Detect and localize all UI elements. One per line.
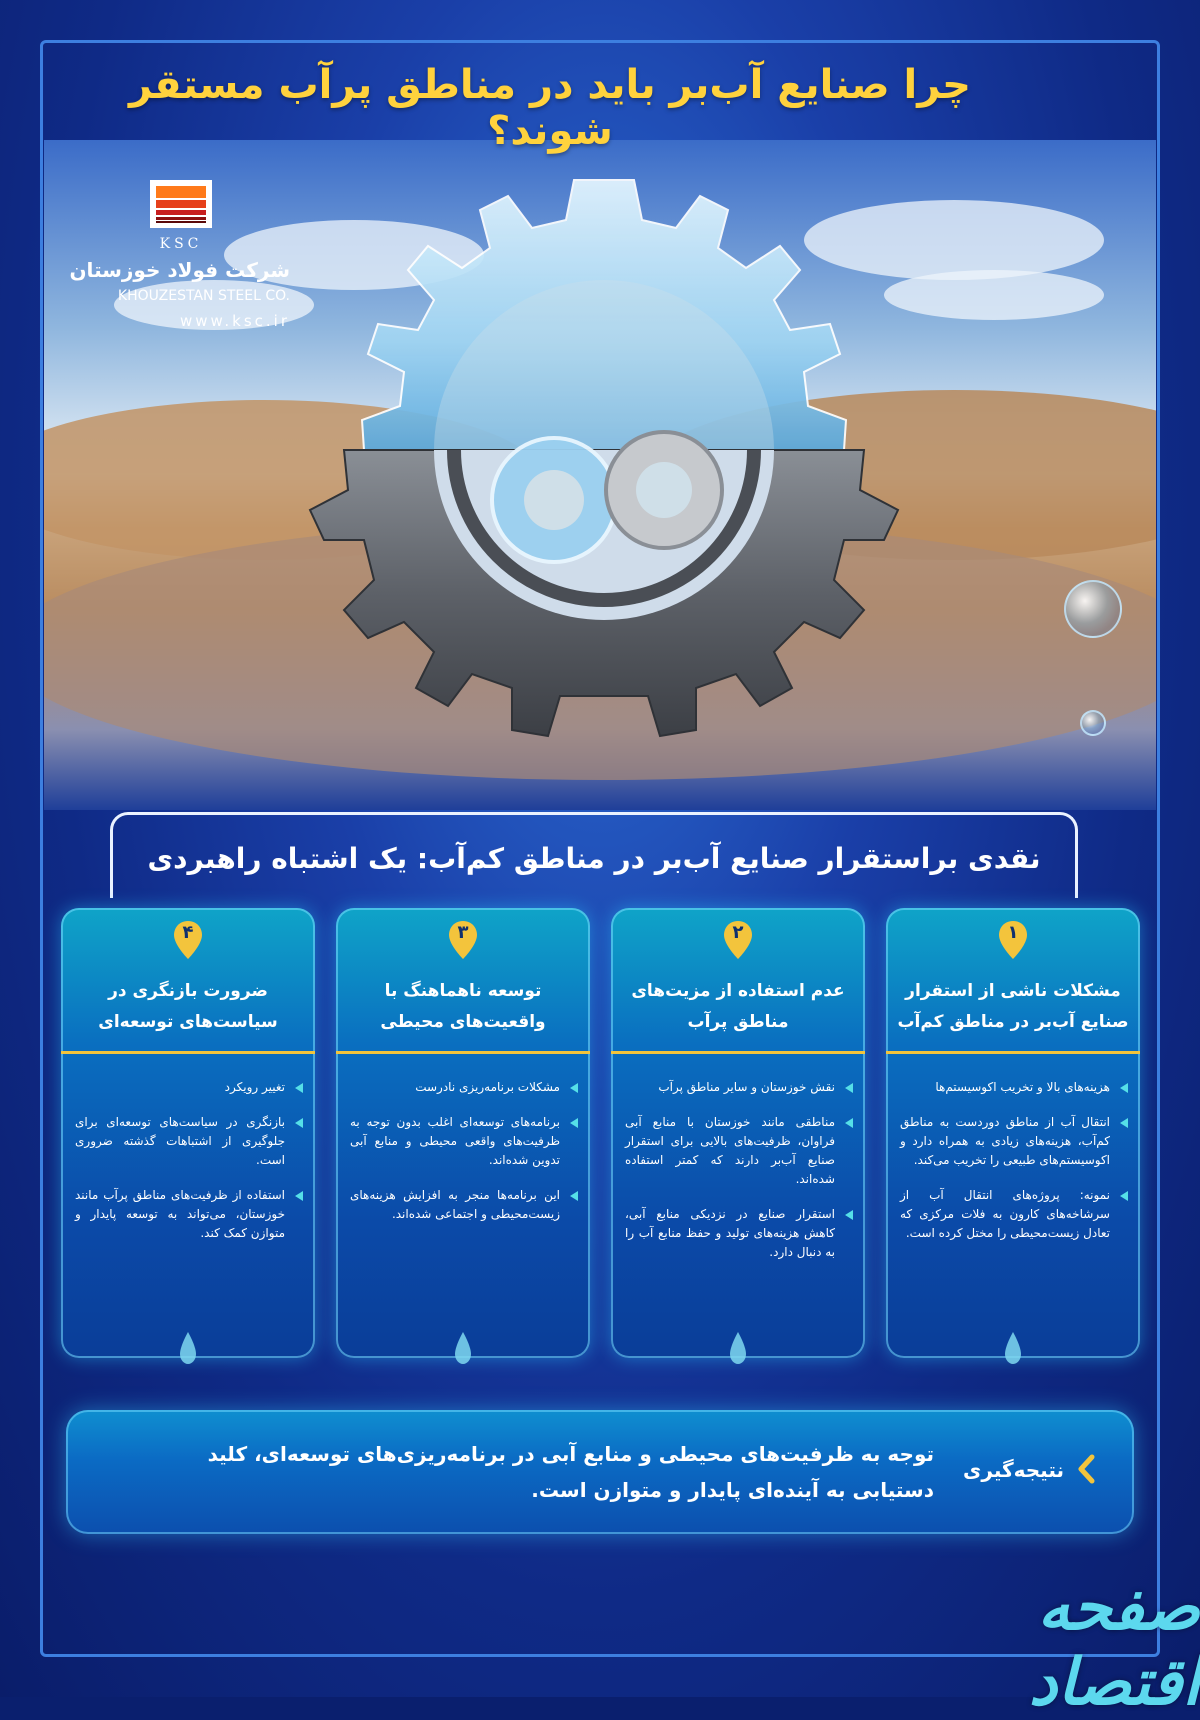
card-title: ضرورت بازنگری در سیاست‌های توسعه‌ای bbox=[98, 981, 278, 1032]
list-item: مناطقی مانند خوزستان با منابع آبی فراوان، ظرفیت‌های بالایی برای استقرار صنایع آب‌بر دارند که کمتر استفاده شده‌اند. bbox=[625, 1113, 853, 1189]
card-2 bbox=[611, 908, 865, 1358]
card-number: ۴ bbox=[182, 922, 194, 943]
water-drop-icon bbox=[453, 1332, 473, 1366]
list-item: استقرار صنایع در نزدیکی منابع آبی، کاهش هزینه‌های تولید و حفظ منابع آب را به دنبال دارد. bbox=[625, 1205, 853, 1262]
list-item: نمونه: پروژه‌های انتقال آب از سرشاخه‌های کارون به فلات مرکزی که تعادل زیست‌محیطی را مختل کرده است. bbox=[900, 1186, 1128, 1243]
logo-abbreviation: KSC bbox=[159, 236, 203, 252]
watermark-logo: صفحه اقتصاد bbox=[1028, 1570, 1200, 1720]
card-item-list bbox=[625, 1078, 853, 1278]
list-item: انتقال آب از مناطق دوردست به مناطق کم‌آب، هزینه‌های زیادی به همراه دارد و اکوسیستم‌های طبیعی را تخریب می‌کند. bbox=[900, 1113, 1128, 1170]
conclusion-label: نتیجه‌گیری bbox=[963, 1458, 1064, 1482]
card-1 bbox=[886, 908, 1140, 1358]
conclusion-box bbox=[66, 1410, 1134, 1534]
card-item-list bbox=[900, 1078, 1128, 1259]
ksc-logo-icon bbox=[150, 180, 212, 228]
card-3 bbox=[336, 908, 590, 1358]
list-item: هزینه‌های بالا و تخریب اکوسیستم‌ها bbox=[900, 1078, 1128, 1097]
chevron-left-icon bbox=[1076, 1454, 1098, 1484]
card-separator bbox=[336, 1051, 590, 1054]
list-item: تغییر رویکرد bbox=[75, 1078, 303, 1097]
conclusion-text: توجه به ظرفیت‌های محیطی و منابع آبی در برنامه‌ریزی‌های توسعه‌ای، کلید دستیابی به آینده‌ای پایدار و متوازن است. bbox=[207, 1442, 934, 1502]
card-number: ۳ bbox=[457, 922, 469, 943]
card-separator bbox=[611, 1051, 865, 1054]
list-item: استفاده از ظرفیت‌های مناطق پرآب مانند خوزستان، می‌تواند به توسعه پایدار و متوازن کمک کند. bbox=[75, 1186, 303, 1243]
water-drop-icon bbox=[1003, 1332, 1023, 1366]
card-4 bbox=[61, 908, 315, 1358]
water-drop-icon bbox=[178, 1332, 198, 1366]
water-drop-icon bbox=[728, 1332, 748, 1366]
water-steel-gear-icon bbox=[304, 160, 904, 770]
card-item-list bbox=[350, 1078, 578, 1240]
list-item: این برنامه‌ها منجر به افزایش هزینه‌های زیست‌محیطی و اجتماعی شده‌اند. bbox=[350, 1186, 578, 1224]
cloud bbox=[884, 270, 1104, 320]
critique-title: نقدی براستقرار صنایع آب‌بر در مناطق کم‌آب: یک اشتباه راهبردی bbox=[147, 842, 1041, 875]
list-item: بازنگری در سیاست‌های توسعه‌ای برای جلوگیری از اشتباهات گذشته ضروری است. bbox=[75, 1113, 303, 1170]
company-name-en: KHOUZESTAN STEEL CO. bbox=[117, 288, 290, 304]
card-title: عدم استفاده از مزیت‌های مناطق پرآب bbox=[631, 981, 845, 1032]
page-title: چرا صنایع آب‌بر باید در مناطق پرآب مستقر شوند؟ bbox=[129, 62, 971, 154]
water-bubble-icon bbox=[1064, 580, 1122, 638]
list-item: نقش خوزستان و سایر مناطق پرآب bbox=[625, 1078, 853, 1097]
list-item: برنامه‌های توسعه‌ای اغلب بدون توجه به ظرفیت‌های واقعی محیطی و منابع آبی تدوین شده‌اند. bbox=[350, 1113, 578, 1170]
card-number: ۱ bbox=[1007, 922, 1019, 943]
card-title: مشکلات ناشی از استقرار صنایع آب‌بر در مناطق کم‌آب bbox=[897, 981, 1129, 1032]
card-separator bbox=[61, 1051, 315, 1054]
company-website: www.ksc.ir bbox=[179, 312, 290, 330]
card-title: توسعه ناهماهنگ با واقعیت‌های محیطی bbox=[380, 981, 546, 1032]
card-separator bbox=[886, 1051, 1140, 1054]
company-name-fa: شرکت فولاد خوزستان bbox=[69, 258, 290, 282]
card-item-list bbox=[75, 1078, 303, 1259]
card-number: ۲ bbox=[732, 922, 744, 943]
water-bubble-icon bbox=[1080, 710, 1106, 736]
list-item: مشکلات برنامه‌ریزی نادرست bbox=[350, 1078, 578, 1097]
